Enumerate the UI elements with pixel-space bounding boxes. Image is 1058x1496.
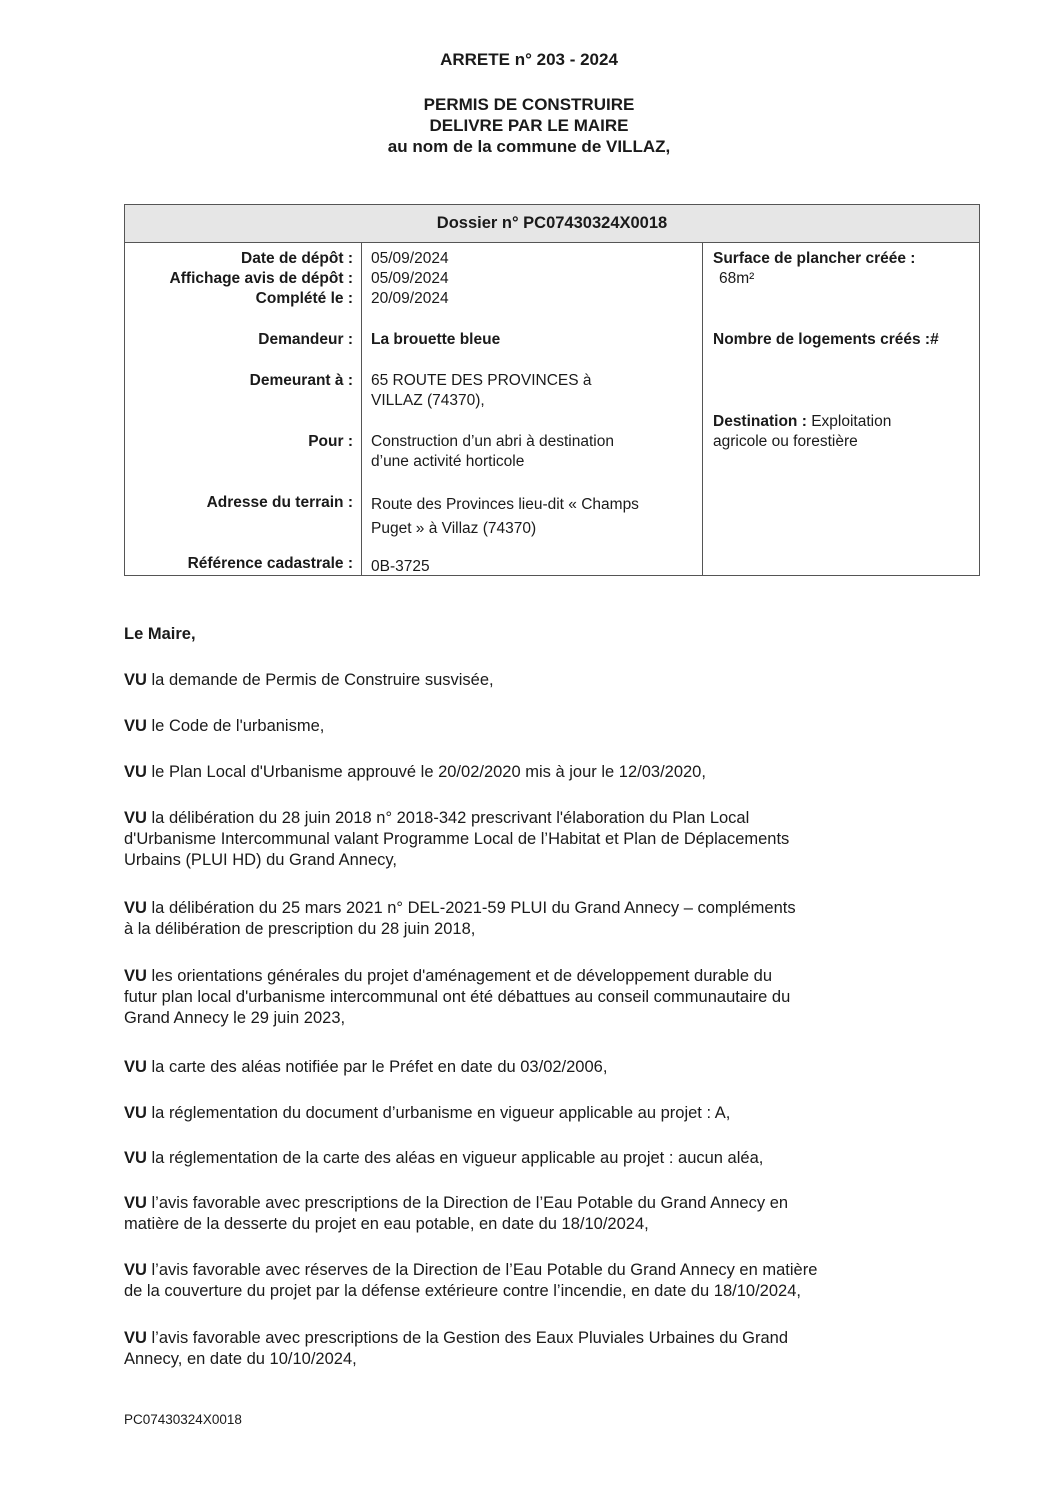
vu-text: de la couverture du projet par la défense extérieure contre l’incendie, en date du 18/10/2024, (124, 1282, 801, 1300)
destination-line-1: Exploitation (811, 413, 892, 430)
surface-label: Surface de plancher créée : (713, 250, 916, 267)
affichage-value: 05/09/2024 (371, 270, 449, 287)
adresse-line-1: Route des Provinces lieu-dit « Champs (371, 496, 639, 513)
vu-text: d'Urbanisme Intercommunal valant Programme Local de l’Habitat et Plan de Déplacements (124, 830, 790, 848)
surface-value: 68m² (719, 270, 755, 287)
vu-paragraph-4 (124, 808, 944, 871)
vu-label: VU (124, 1329, 147, 1347)
vu-label: VU (124, 967, 147, 985)
vu-paragraph-5 (124, 898, 944, 940)
pour-line-1: Construction d’un abri à destination (371, 433, 614, 450)
adresse-label: Adresse du terrain : (206, 494, 353, 511)
dossier-title: Dossier n° PC07430324X0018 (125, 205, 979, 243)
vu-text: la délibération du 25 mars 2021 n° DEL-2021-59 PLUI du Grand Annecy – compléments (151, 899, 796, 917)
arrete-title: ARRETE n° 203 - 2024 (440, 50, 618, 69)
vu-label: VU (124, 1058, 147, 1076)
column-divider-1 (361, 243, 362, 575)
demandeur-label: Demandeur : (258, 331, 353, 348)
vu-paragraph-8 (124, 1103, 944, 1124)
vu-text: la réglementation de la carte des aléas en vigueur applicable au projet : aucun aléa, (151, 1149, 764, 1167)
logements-label: Nombre de logements créés :# (713, 331, 939, 348)
vu-label: VU (124, 717, 147, 735)
vu-text: à la délibération de prescription du 28 juin 2018, (124, 920, 476, 938)
complete-label: Complété le : (255, 290, 353, 307)
vu-text: futur plan local d'urbanisme intercommunal ont été débattues au conseil communautaire du (124, 988, 791, 1006)
demeurant-line-1: 65 ROUTE DES PROVINCES à (371, 372, 592, 389)
vu-text: la réglementation du document d’urbanisme en vigueur applicable au projet : A, (151, 1104, 731, 1122)
le-maire: Le Maire, (124, 625, 196, 643)
adresse-value (371, 493, 701, 541)
vu-text: l’avis favorable avec prescriptions de la Gestion des Eaux Pluviales Urbaines du Grand (151, 1329, 789, 1347)
adresse-line-2: Puget » à Villaz (74370) (371, 520, 537, 537)
vu-label: VU (124, 899, 147, 917)
vu-text: matière de la desserte du projet en eau potable, en date du 18/10/2024, (124, 1215, 649, 1233)
vu-label: VU (124, 671, 147, 689)
vu-paragraph-3 (124, 762, 944, 783)
column-divider-2 (702, 243, 703, 575)
pour-line-2: d’une activité horticole (371, 453, 525, 470)
destination-label: Destination : (713, 413, 807, 430)
vu-text: la carte des aléas notifiée par le Préfet en date du 03/02/2006, (151, 1058, 608, 1076)
vu-text: la délibération du 28 juin 2018 n° 2018-342 prescrivant l'élaboration du Plan Local (151, 809, 750, 827)
vu-label: VU (124, 1149, 147, 1167)
permis-line-1: PERMIS DE CONSTRUIRE (423, 95, 635, 114)
vu-paragraph-2 (124, 716, 944, 737)
vu-paragraph-6 (124, 966, 944, 1029)
vu-paragraph-11 (124, 1260, 944, 1302)
date-depot-value: 05/09/2024 (371, 250, 449, 267)
vu-label: VU (124, 1104, 147, 1122)
demeurant-line-2: VILLAZ (74370), (371, 392, 485, 409)
footer-reference: PC07430324X0018 (124, 1412, 242, 1427)
dossier-table (124, 204, 980, 576)
vu-paragraph-9 (124, 1148, 944, 1169)
vu-text: les orientations générales du projet d'aménagement et de développement durable du (151, 967, 773, 985)
demeurant-value (371, 371, 701, 411)
vu-text: Urbains (PLUI HD) du Grand Annecy, (124, 851, 397, 869)
permis-line-3: au nom de la commune de VILLAZ, (387, 137, 671, 156)
reference-label: Référence cadastrale : (187, 555, 353, 572)
demandeur-value: La brouette bleue (371, 331, 501, 348)
pour-label: Pour : (308, 433, 353, 450)
affichage-label: Affichage avis de dépôt : (169, 270, 353, 287)
vu-text: l’avis favorable avec réserves de la Direction de l’Eau Potable du Grand Annecy en matière (151, 1261, 818, 1279)
destination-value (713, 412, 973, 452)
vu-text: Grand Annecy le 29 juin 2023, (124, 1009, 346, 1027)
vu-paragraph-1 (124, 670, 944, 691)
vu-text: l’avis favorable avec prescriptions de la Direction de l’Eau Potable du Grand Annecy en (151, 1194, 789, 1212)
vu-paragraph-7 (124, 1057, 944, 1078)
complete-value: 20/09/2024 (371, 290, 449, 307)
vu-text: le Code de l'urbanisme, (151, 717, 325, 735)
vu-label: VU (124, 1194, 147, 1212)
vu-paragraph-12 (124, 1328, 944, 1370)
vu-label: VU (124, 763, 147, 781)
vu-text: la demande de Permis de Construire susvisée, (151, 671, 494, 689)
permis-heading (0, 94, 1058, 157)
vu-text: Annecy, en date du 10/10/2024, (124, 1350, 357, 1368)
vu-text: le Plan Local d'Urbanisme approuvé le 20/02/2020 mis à jour le 12/03/2020, (151, 763, 706, 781)
vu-paragraph-10 (124, 1193, 944, 1235)
vu-label: VU (124, 809, 147, 827)
reference-value: 0B-3725 (371, 558, 430, 575)
date-depot-label: Date de dépôt : (241, 250, 353, 267)
permis-line-2: DELIVRE PAR LE MAIRE (429, 116, 629, 135)
vu-label: VU (124, 1261, 147, 1279)
destination-line-2: agricole ou forestière (713, 433, 858, 450)
demeurant-label: Demeurant à : (249, 372, 353, 389)
pour-value (371, 432, 701, 472)
